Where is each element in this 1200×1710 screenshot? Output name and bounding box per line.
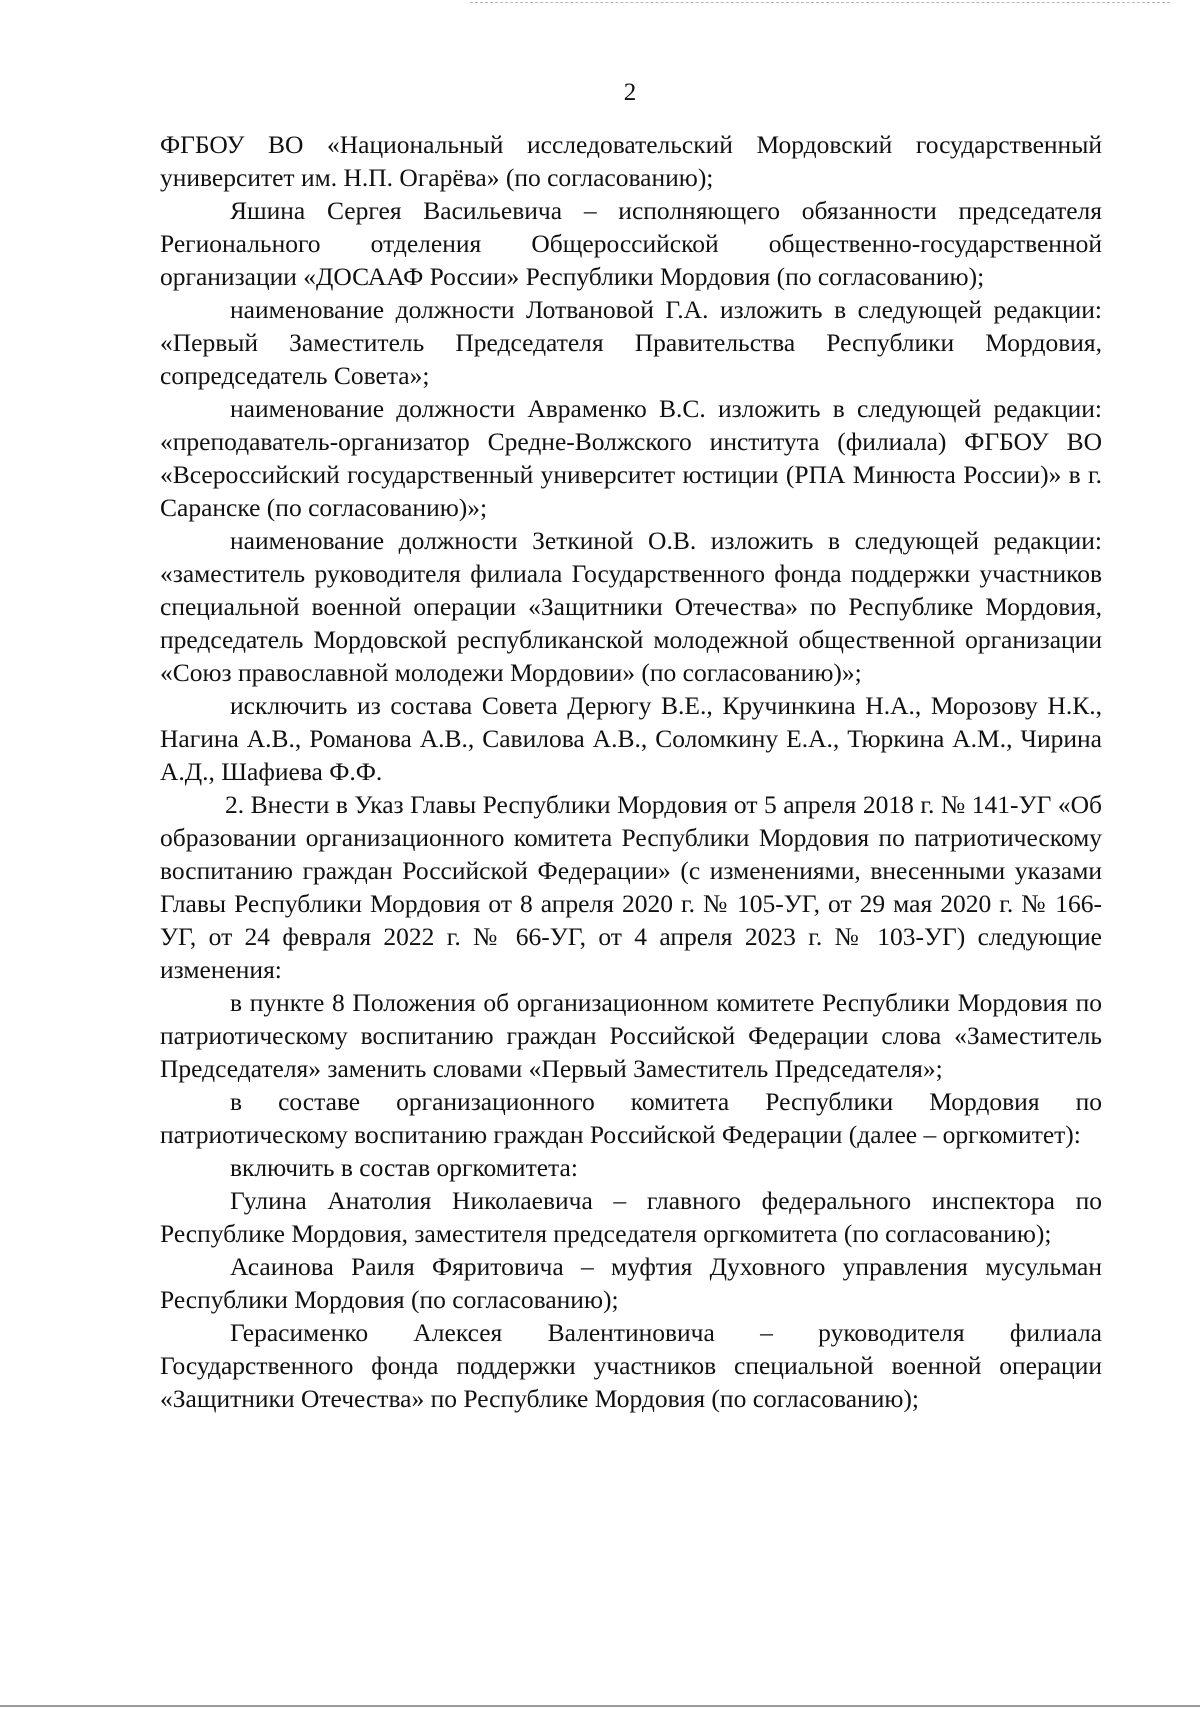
scan-top-edge xyxy=(470,2,1170,4)
page-number: 2 xyxy=(623,79,637,106)
paragraph-committee-composition: в составе организационного комитета Республики Мордовия по патриотическому воспитанию граждан Российской Федерации (далее – оргкомитет): xyxy=(160,1087,1102,1149)
paragraph-lotvanova: наименование должности Лотвановой Г.А. изложить в следующей редакции: «Первый Заместитель Председателя Правительства Республики Мордовия, сопредседатель Совета»; xyxy=(160,295,1102,390)
paragraph-yashin: Яшина Сергея Васильевича – исполняющего обязанности председателя Регионального отделения Общероссийской общественно-государственной организации «ДОСААФ России» Республики Мордовия (по согласованию); xyxy=(160,196,1102,291)
paragraph-gerasimenko: Герасименко Алексея Валентиновича – руководителя филиала Государственного фонда поддержки участников специальной военной операции «Защитники Отечества» по Республике Мордовия (по согласованию); xyxy=(160,1318,1102,1413)
paragraph-include-heading: включить в состав оргкомитета: xyxy=(230,1153,578,1182)
paragraph-item-2: 2. Внести в Указ Главы Республики Мордовия от 5 апреля 2018 г. № 141-УГ «Об образовании организационного комитета Республики Мордовия по патриотическому воспитанию граждан Российской Федерации» (с изменениями, внесенными указами Главы Республики Мордовия от 8 апреля 2020 г. № 105-УГ, от 29 мая 2020 г. № 166-УГ, от 24 февраля 2022 г. № 66-УГ, от 4 апреля 2023 г. № 103-УГ) следующие изменения: xyxy=(160,790,1102,984)
paragraph-university-continuation: ФГБОУ ВО «Национальный исследовательский Мордовский государственный университет им. Н.П. Огарёва» (по согласованию); xyxy=(160,130,1102,192)
paragraph-avramenko: наименование должности Авраменко В.С. изложить в следующей редакции: «преподаватель-организатор Средне-Волжского института (филиала) ФГБОУ ВО «Всероссийский государственный университет юстиции (РПА Минюста России)» в г. Саранске (по согласованию)»; xyxy=(160,394,1102,522)
paragraph-point-8: в пункте 8 Положения об организационном комитете Республики Мордовия по патриотическому воспитанию граждан Российской Федерации слова «Заместитель Председателя» заменить словами «Первый Заместитель Председателя»; xyxy=(160,988,1102,1083)
document-body xyxy=(160,128,1102,1415)
paragraph-exclude-members: исключить из состава Совета Дерюгу В.Е., Кручинкина Н.А., Морозову Н.К., Нагина А.В., Романова А.В., Савилова А.В., Соломкину Е.А., Тюркина А.М., Чирина А.Д., Шафиева Ф.Ф. xyxy=(160,691,1102,786)
paragraph-asainov: Асаинова Раиля Фяритовича – муфтия Духовного управления мусульман Республики Мордовия (по согласованию); xyxy=(160,1252,1102,1314)
paragraph-zetkina: наименование должности Зеткиной О.В. изложить в следующей редакции: «заместитель руководителя филиала Государственного фонда поддержки участников специальной военной операции «Защитники Отечества» по Республике Мордовия, председатель Мордовской республиканской молодежной общественной организации «Союз православной молодежи Мордовии» (по согласованию)»; xyxy=(160,526,1102,687)
paragraph-gulin: Гулина Анатолия Николаевича – главного федерального инспектора по Республике Мордовия, заместителя председателя оргкомитета (по согласованию); xyxy=(160,1186,1102,1248)
scan-bottom-edge xyxy=(0,1705,1200,1707)
